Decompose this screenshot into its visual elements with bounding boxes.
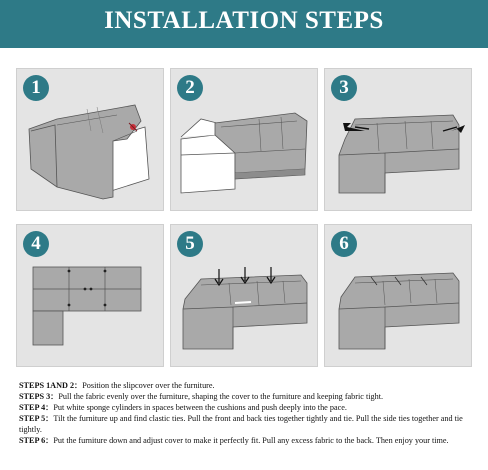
page-title: INSTALLATION STEPS <box>104 7 384 34</box>
instruction-line <box>19 413 474 435</box>
instruction-body: Put the furniture down and adjust cover to make it perfectly fit. Pull any excess fabric to the back. Then enjoy your time. <box>53 436 449 445</box>
instructions-text <box>19 380 474 446</box>
step-number-badge: 5 <box>177 231 203 257</box>
header-banner <box>0 0 488 48</box>
instruction-body: Put white sponge cylinders in spaces between the cushions and push deeply into the pace. <box>53 403 347 412</box>
step-panel-4 <box>16 224 164 367</box>
instruction-body: Tilt the furniture up and find clastic ties. Pull the front and back ties together tightly and tie. Pull the side ties together and tie tightly. <box>19 414 463 434</box>
instruction-line <box>19 402 474 413</box>
instruction-label: STEPS 3： <box>19 392 59 401</box>
instruction-label: STEPS 1AND 2： <box>19 381 83 390</box>
step-panel-6 <box>324 224 472 367</box>
step-panel-2 <box>170 68 318 211</box>
instruction-label: STEP 6： <box>19 436 54 445</box>
step-number-badge: 1 <box>23 75 49 101</box>
instruction-line <box>19 391 474 402</box>
step-panel-3 <box>324 68 472 211</box>
instruction-body: Pull the fabric evenly over the furniture, shaping the cover to the furniture and keeping fabric tight. <box>58 392 384 401</box>
instruction-label: STEP 4： <box>19 403 54 412</box>
step-panel-1 <box>16 68 164 211</box>
step-number-badge: 6 <box>331 231 357 257</box>
instruction-label: STEP 5： <box>19 414 54 423</box>
step-number-badge: 4 <box>23 231 49 257</box>
step-number-badge: 2 <box>177 75 203 101</box>
instruction-body: Position the slipcover over the furniture. <box>82 381 215 390</box>
instruction-line <box>19 435 474 446</box>
step-panel-5 <box>170 224 318 367</box>
instruction-line <box>19 380 474 391</box>
step-number-badge: 3 <box>331 75 357 101</box>
